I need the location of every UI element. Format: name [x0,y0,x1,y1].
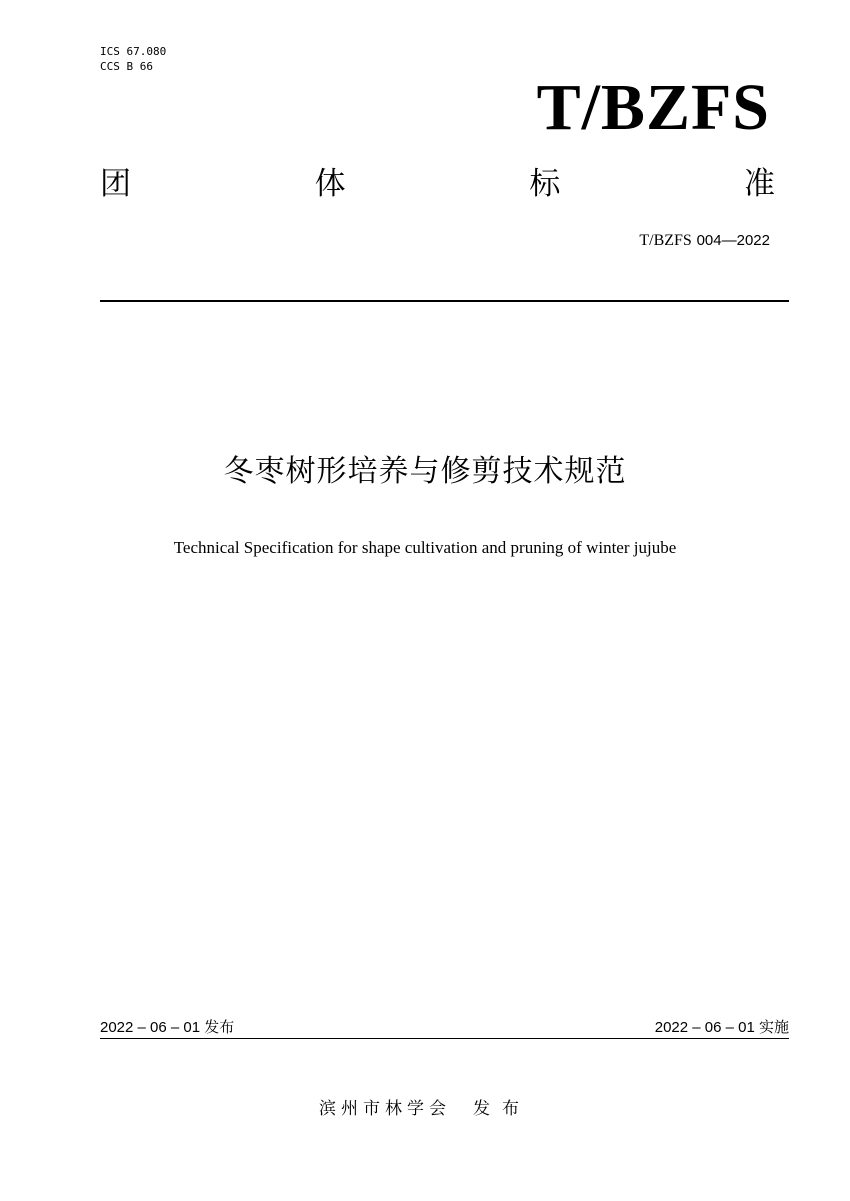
top-divider [100,300,789,302]
ccs-code: CCS B 66 [100,60,153,73]
implementation-date: 2022 – 06 – 01 实施 [654,1019,789,1036]
bottom-divider [100,1038,789,1039]
standard-type-char: 团 [100,166,131,202]
document-title-english: Technical Specification for shape cultivation and pruning of winter jujube [173,538,677,557]
standard-number [639,230,770,251]
standard-number-value: 004—2022 [696,232,770,249]
ics-code: ICS 67.080 [100,45,167,58]
classification-block [100,44,166,74]
standard-number-prefix: T/BZFS [639,232,692,249]
standard-type-char: 标 [529,166,561,202]
brand-code: T/BZFS [536,71,770,144]
standard-type-char: 体 [314,166,346,202]
standard-type-heading [100,166,775,202]
standard-type-char: 准 [743,166,775,202]
publisher-organization: 滨州市林学会 [319,1099,451,1119]
publisher-action: 发布 [473,1099,531,1119]
publisher-line [0,1098,850,1120]
document-title-chinese: 冬枣树形培养与修剪技术规范 [223,454,627,489]
release-date: 2022 – 06 – 01 发布 [100,1019,235,1036]
